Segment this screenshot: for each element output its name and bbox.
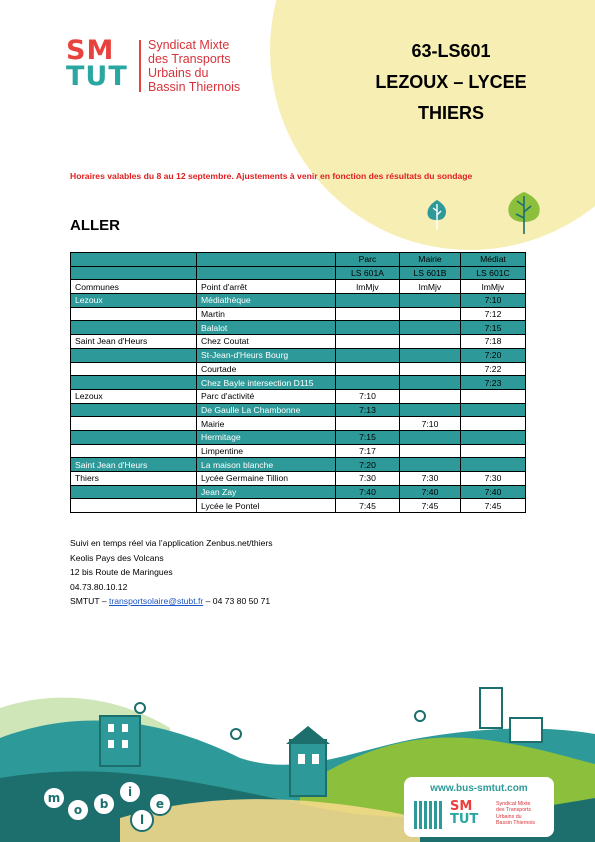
commune-cell: Saint Jean d'Heurs	[71, 335, 197, 349]
time-cell	[400, 444, 461, 458]
small-tree-icon	[424, 198, 450, 232]
stop-cell: Hermitage	[197, 430, 336, 444]
commune-cell: Lezoux	[71, 389, 197, 403]
time-cell	[400, 403, 461, 417]
time-cell	[400, 335, 461, 349]
qr-code-icon	[414, 801, 442, 829]
stop-cell: Médiathèque	[197, 294, 336, 308]
mini-logo-line2: TUT	[450, 812, 479, 827]
mobile-letter: e	[148, 792, 172, 816]
operator-address: 12 bis Route de Maringues	[70, 567, 173, 577]
header-cell: Mairie	[400, 253, 461, 267]
time-cell: 7:40	[336, 485, 400, 499]
header-cell: Point d'arrêt	[197, 280, 336, 294]
logo-divider	[139, 40, 141, 92]
time-cell: 7:10	[400, 417, 461, 431]
stop-cell: De Gaulle La Chambonne	[197, 403, 336, 417]
website-link[interactable]: www.bus-smtut.com	[430, 783, 528, 794]
mobile-letter: m	[42, 786, 66, 810]
route-line3: THIERS	[417, 103, 484, 123]
time-cell	[461, 417, 526, 431]
smtut-logo	[66, 35, 266, 100]
table-row	[71, 403, 526, 417]
logo-name	[148, 38, 240, 94]
section-title: ALLER	[70, 217, 120, 234]
commune-cell	[71, 362, 197, 376]
table-row	[71, 458, 526, 472]
time-cell: 7:30	[400, 472, 461, 486]
stop-cell: Chez Bayle intersection D115	[197, 376, 336, 390]
table-row	[71, 376, 526, 390]
contact-info	[70, 536, 273, 609]
header-cell: Parc	[336, 253, 400, 267]
logo-mark	[66, 35, 128, 92]
stop-cell: Martin	[197, 307, 336, 321]
time-cell: 7:20	[461, 348, 526, 362]
header-cell: LS 601A	[336, 266, 400, 280]
stop-cell: Parc d'activité	[197, 389, 336, 403]
time-cell: 7:30	[336, 472, 400, 486]
commune-cell	[71, 499, 197, 513]
stop-cell: Jean Zay	[197, 485, 336, 499]
time-cell: 7:40	[461, 485, 526, 499]
time-cell: 7:15	[461, 321, 526, 335]
mobile-letter: i	[118, 780, 142, 804]
stop-cell: Courtade	[197, 362, 336, 376]
commune-cell: Thiers	[71, 472, 197, 486]
stop-cell: Balalot	[197, 321, 336, 335]
time-cell	[336, 376, 400, 390]
stop-cell: Lycée le Pontel	[197, 499, 336, 513]
mini-logo-mark	[450, 800, 478, 826]
timetable	[70, 252, 526, 513]
commune-cell	[71, 321, 197, 335]
table-row	[71, 294, 526, 308]
time-cell	[336, 294, 400, 308]
commune-cell	[71, 307, 197, 321]
smtut-contact-phone: – 04 73 80 50 71	[203, 596, 271, 606]
table-row	[71, 417, 526, 431]
logo-name-line: Urbains du	[148, 66, 209, 80]
mini-logo-name-line: Urbains du	[496, 813, 522, 820]
stop-cell: Mairie	[197, 417, 336, 431]
smtut-contact-prefix: SMTUT –	[70, 596, 109, 606]
header-cell	[71, 266, 197, 280]
commune-cell	[71, 430, 197, 444]
time-cell	[336, 417, 400, 431]
time-cell	[336, 321, 400, 335]
time-cell	[400, 458, 461, 472]
header-cell: lmMjv	[461, 280, 526, 294]
header-cell: lmMjv	[400, 280, 461, 294]
stop-cell: Lycée Germaine Tillion	[197, 472, 336, 486]
time-cell	[336, 307, 400, 321]
header-row-codes	[71, 266, 526, 280]
header-row-days	[71, 280, 526, 294]
time-cell: 7:45	[400, 499, 461, 513]
time-cell: 7:45	[336, 499, 400, 513]
commune-cell	[71, 403, 197, 417]
header-cell	[197, 253, 336, 267]
commune-cell	[71, 444, 197, 458]
time-cell	[400, 307, 461, 321]
time-cell	[400, 294, 461, 308]
time-cell: 7:40	[400, 485, 461, 499]
table-row	[71, 499, 526, 513]
time-cell	[336, 348, 400, 362]
time-cell: 7:45	[461, 499, 526, 513]
table-row	[71, 472, 526, 486]
time-cell: 7:12	[461, 307, 526, 321]
mini-logo-name-line: Syndicat Mixte	[496, 801, 531, 807]
stop-cell: St-Jean-d'Heurs Bourg	[197, 348, 336, 362]
commune-cell	[71, 417, 197, 431]
header-cell	[197, 266, 336, 280]
route-title	[340, 36, 562, 129]
realtime-note: Suivi en temps réel via l’application Zenbus.net/thiers	[70, 538, 273, 548]
mobile-letter: l	[130, 808, 154, 832]
time-cell: 7:10	[461, 294, 526, 308]
schedule-notice: Horaires valables du 8 au 12 septembre. Ajustements à venir en fonction des résultats du sondage	[70, 171, 473, 181]
time-cell	[461, 444, 526, 458]
time-cell	[400, 389, 461, 403]
time-cell	[461, 389, 526, 403]
operator-phone: 04.73.80.10.12	[70, 581, 128, 592]
smtut-contact	[70, 594, 273, 609]
header-cell: Médiat	[461, 253, 526, 267]
commune-cell: Saint Jean d'Heurs	[71, 458, 197, 472]
logo-mark-line1: SM	[66, 35, 115, 66]
header-cell	[71, 253, 197, 267]
route-code: 63-LS601	[411, 41, 491, 61]
time-cell	[336, 362, 400, 376]
stop-cell: Chez Coutat	[197, 335, 336, 349]
logo-mark-line2: TUT	[66, 61, 128, 92]
time-cell	[461, 403, 526, 417]
table-row	[71, 389, 526, 403]
mobile-letter: o	[66, 798, 90, 822]
time-cell	[461, 430, 526, 444]
header-cell: Communes	[71, 280, 197, 294]
time-cell	[400, 376, 461, 390]
table-row	[71, 444, 526, 458]
logo-name-line: des Transports	[148, 52, 231, 66]
header-cell: LS 601C	[461, 266, 526, 280]
table-row	[71, 430, 526, 444]
logo-name-line: Syndicat Mixte	[148, 38, 230, 52]
time-cell: 7:18	[461, 335, 526, 349]
mobile-letter: b	[92, 792, 116, 816]
time-cell	[400, 362, 461, 376]
table-row	[71, 307, 526, 321]
time-cell	[400, 348, 461, 362]
commune-cell	[71, 485, 197, 499]
table-row	[71, 348, 526, 362]
operator-name: Keolis Pays des Volcans	[70, 552, 164, 563]
table-row	[71, 485, 526, 499]
stop-cell: La maison blanche	[197, 458, 336, 472]
logo-name-line: Bassin Thiernois	[148, 80, 241, 94]
time-cell: 7:13	[336, 403, 400, 417]
time-cell	[336, 335, 400, 349]
mini-logo-line1: SM	[450, 799, 473, 814]
mini-logo-name-line: Bassin Thiernois	[496, 819, 536, 826]
website-panel	[404, 777, 554, 837]
time-cell: 7:15	[336, 430, 400, 444]
mini-logo-name	[496, 801, 535, 826]
time-cell: 7:30	[461, 472, 526, 486]
route-line2: LEZOUX – LYCEE	[375, 72, 527, 92]
table-row	[71, 335, 526, 349]
email-link[interactable]: transportsolaire@stubt.fr	[109, 596, 204, 606]
table-row	[71, 362, 526, 376]
mini-logo-name-line: des Transports	[496, 807, 532, 814]
time-cell: 7:17	[336, 444, 400, 458]
large-tree-icon	[504, 190, 544, 236]
table-row	[71, 321, 526, 335]
time-cell: 7:23	[461, 376, 526, 390]
time-cell: 7:20	[336, 458, 400, 472]
commune-cell: Lezoux	[71, 294, 197, 308]
header-row-names	[71, 253, 526, 267]
commune-cell	[71, 376, 197, 390]
stop-cell: Limpentine	[197, 444, 336, 458]
time-cell	[461, 458, 526, 472]
time-cell: 7:10	[336, 389, 400, 403]
commune-cell	[71, 348, 197, 362]
header-cell: LS 601B	[400, 266, 461, 280]
header-cell: lmMjv	[336, 280, 400, 294]
time-cell: 7:22	[461, 362, 526, 376]
time-cell	[400, 430, 461, 444]
time-cell	[400, 321, 461, 335]
